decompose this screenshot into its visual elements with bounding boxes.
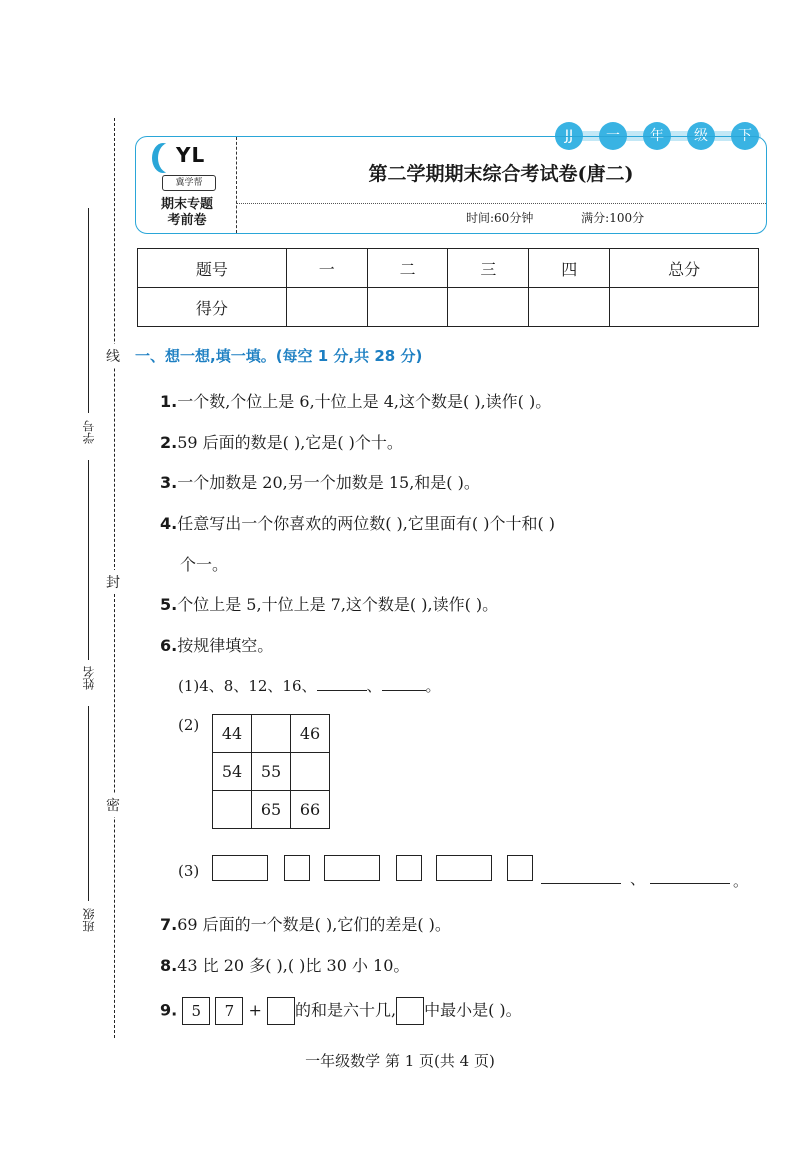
grade-tab-publisher: JJ: [555, 122, 583, 150]
pattern-long-rectangle: [212, 855, 268, 881]
logo-text: YL: [176, 143, 206, 167]
section-title: 一、想一想,填一填。(每空 1 分,共 28 分): [135, 347, 423, 365]
score-table: [137, 248, 759, 327]
score-table-header-row: [138, 249, 759, 288]
binding-mark-close: 密: [106, 793, 120, 817]
score-header-cell: 题号: [138, 249, 287, 288]
class-rule: [88, 706, 89, 901]
grid-cell: 54: [213, 753, 252, 791]
answer-line[interactable]: [541, 883, 621, 884]
question-text: 一个加数是 20,另一个加数是 15,和是( )。: [177, 473, 480, 492]
separator: 、: [630, 870, 646, 888]
question-text: 任意写出一个你喜欢的两位数( ),它里面有( )个十和( ): [177, 514, 556, 533]
grid-row: [213, 715, 330, 753]
score-row-label: 得分: [138, 288, 287, 327]
score-header-cell: 二: [367, 249, 448, 288]
digit-card: 5: [182, 997, 210, 1025]
plus-sign: +: [248, 1000, 262, 1020]
grid-cell-blank[interactable]: [291, 753, 330, 791]
question-6: [160, 633, 273, 656]
question-9: [160, 997, 522, 1025]
question-text: 的和是六十几,: [295, 1000, 397, 1020]
question-5: [160, 592, 498, 615]
end-mark: 。: [425, 677, 441, 695]
student-id-rule: [88, 208, 89, 413]
student-id-label: 学号: [82, 420, 96, 444]
exam-title: 第二学期期末综合考试卷(唐二): [368, 163, 634, 185]
pattern-small-square: [284, 855, 310, 881]
grid-cell: 46: [291, 715, 330, 753]
question-text: 69 后面的一个数是( ),它们的差是( )。: [177, 915, 451, 934]
question-number: 9.: [160, 1000, 178, 1020]
question-number: 3.: [160, 473, 178, 492]
grade-tab-one: 一: [599, 122, 627, 150]
question-text: 个位上是 5,十位上是 7,这个数是( ),读作( )。: [177, 595, 499, 614]
grade-tab-year: 年: [643, 122, 671, 150]
grid-cell-blank[interactable]: [252, 715, 291, 753]
score-input-cell[interactable]: [448, 288, 529, 327]
logo-subtitle-line1: 期末专题: [160, 197, 213, 212]
question-8: [160, 953, 409, 976]
question-number: 7.: [160, 915, 178, 934]
grid-cell: 65: [252, 791, 291, 829]
score-input-cell[interactable]: [286, 288, 367, 327]
grid-row: [213, 753, 330, 791]
number-grid: [212, 714, 330, 829]
exam-full-score: 满分:100分: [581, 211, 645, 225]
binding-mark-seal: 封: [106, 570, 120, 594]
question-number: 8.: [160, 956, 178, 975]
page-footer: 一年级数学 第 1 页(共 4 页): [305, 1052, 495, 1070]
question-1: [160, 389, 551, 412]
question-6-part-1: [178, 675, 441, 696]
score-header-cell: 四: [529, 249, 610, 288]
digit-card: 7: [215, 997, 243, 1025]
question-number: 6.: [160, 636, 178, 655]
question-4-continued: 个一。: [180, 555, 229, 574]
separator: 、: [366, 677, 382, 695]
grid-row: [213, 791, 330, 829]
question-4: [160, 511, 555, 534]
grid-cell-blank[interactable]: [213, 791, 252, 829]
exam-time: 时间:60分钟: [466, 211, 534, 225]
name-rule: [88, 460, 89, 660]
grid-cell: 66: [291, 791, 330, 829]
question-text: 43 比 20 多( ),( )比 30 小 10。: [177, 956, 410, 975]
exam-meta: [466, 209, 688, 226]
score-header-cell: 总分: [610, 249, 759, 288]
binding-mark-line: 线: [106, 344, 120, 368]
answer-box[interactable]: [396, 997, 424, 1025]
grid-cell: 55: [252, 753, 291, 791]
answer-box[interactable]: [267, 997, 295, 1025]
grade-tab-grade: 级: [687, 122, 715, 150]
question-text: 59 后面的数是( ),它是( )个十。: [177, 433, 403, 452]
answer-blank[interactable]: [382, 676, 426, 691]
end-mark: 。: [733, 872, 749, 890]
question-2: [160, 430, 403, 453]
question-7: [160, 912, 451, 935]
sequence-text: (1)4、8、12、16、: [178, 677, 317, 695]
answer-line[interactable]: [650, 883, 730, 884]
question-number: 2.: [160, 433, 178, 452]
grid-cell: 44: [213, 715, 252, 753]
score-table-score-row: [138, 288, 759, 327]
question-3: [160, 470, 480, 493]
grade-tab-term: 下: [731, 122, 759, 150]
answer-blank[interactable]: [317, 676, 367, 691]
pattern-long-rectangle: [436, 855, 492, 881]
header-divider: [236, 203, 766, 204]
question-number: 1.: [160, 392, 178, 411]
score-input-cell[interactable]: [610, 288, 759, 327]
class-label: 班级: [82, 908, 96, 932]
name-label: 姓名: [82, 666, 96, 690]
pattern-long-rectangle: [324, 855, 380, 881]
logo-subtitle: [142, 197, 232, 229]
logo: [136, 137, 237, 233]
score-input-cell[interactable]: [367, 288, 448, 327]
score-header-cell: 一: [286, 249, 367, 288]
question-number: 4.: [160, 514, 178, 533]
question-number: 5.: [160, 595, 178, 614]
question-6-part-3-label: (3): [178, 862, 200, 880]
pattern-small-square: [396, 855, 422, 881]
pattern-small-square: [507, 855, 533, 881]
question-text: 中最小是( )。: [424, 1000, 522, 1020]
exam-header: [135, 136, 767, 234]
score-input-cell[interactable]: [529, 288, 610, 327]
logo-badge: 冀学帮: [162, 175, 216, 191]
logo-subtitle-line2: 考前卷: [167, 213, 207, 228]
question-text: 按规律填空。: [177, 636, 274, 655]
score-header-cell: 三: [448, 249, 529, 288]
question-text: 一个数,个位上是 6,十位上是 4,这个数是( ),读作( )。: [177, 392, 552, 411]
question-6-part-2-label: (2): [178, 716, 200, 734]
